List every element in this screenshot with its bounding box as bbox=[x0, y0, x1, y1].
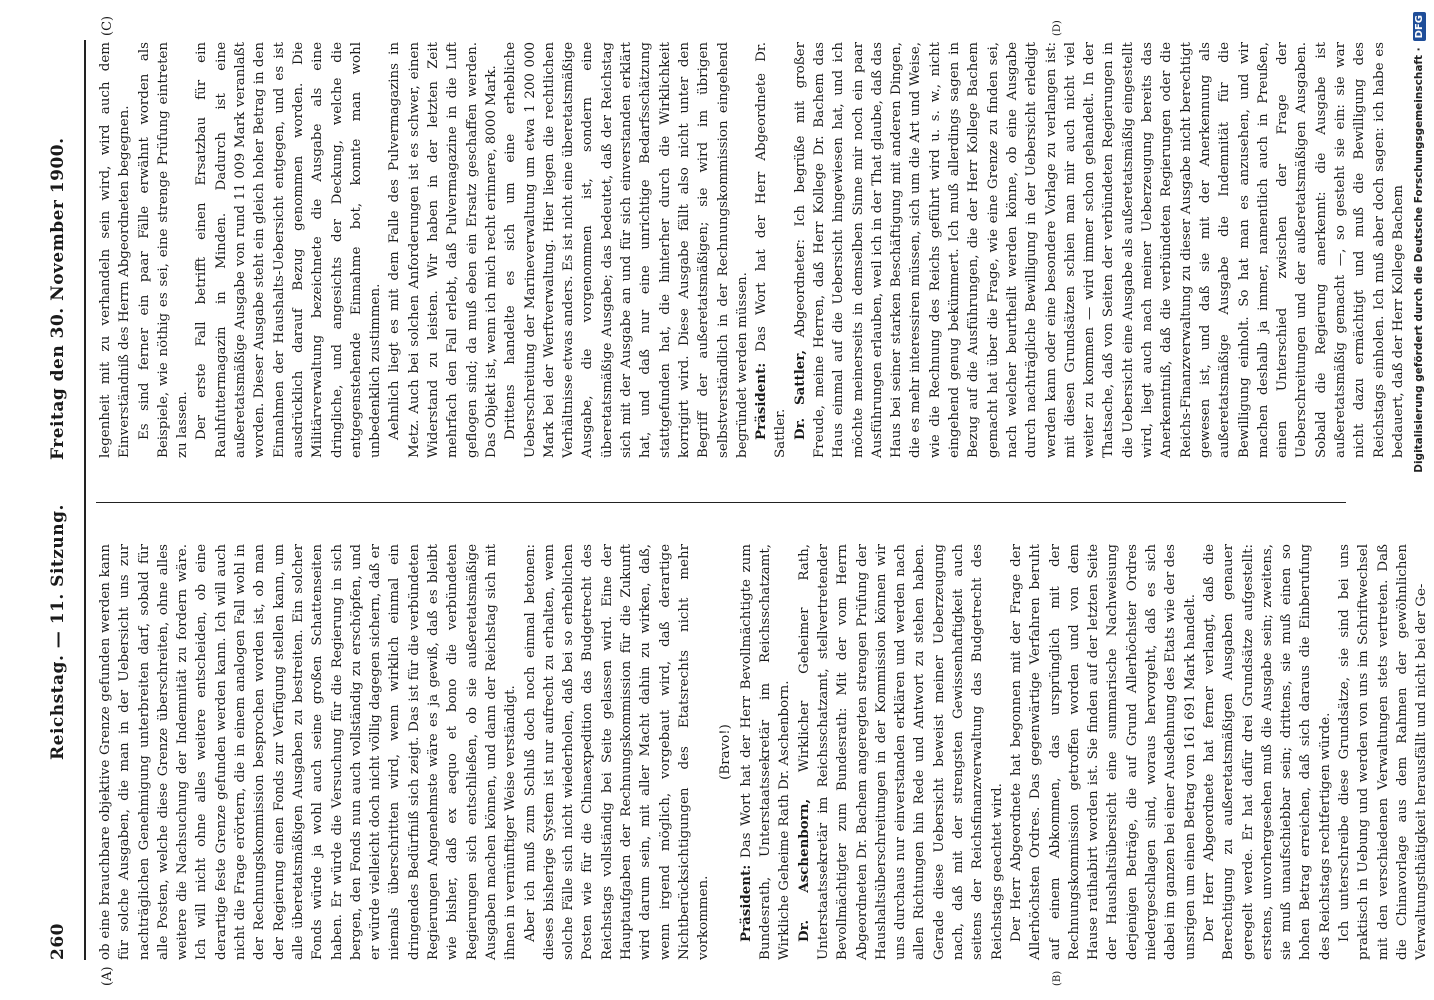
president-remark bbox=[737, 544, 795, 960]
applause-note: (Bravo!) bbox=[717, 724, 733, 780]
dfg-logo: DFG bbox=[1413, 12, 1426, 41]
margin-marker-a: (A) bbox=[100, 966, 115, 986]
running-head bbox=[48, 40, 76, 960]
speech bbox=[795, 544, 1007, 960]
paragraph: Der Herr Abgeordnete hat begonnen mit der Frage der Allerhöchsten Ordres. Das gegenwärtige Verfahren beruht auf einem Abkommen, das ursprünglich mit der Rechnungskommission getroffen worden und von dem Hause ratihabirt worden ist. Sie finden auf der letzten Seite der Haushaltsübersicht eine summarische Nachweisung derjenigen Beträge, die auf Grund Allerhöchster Ordres niedergeschlagen sind, woraus hervorgeht, daß es sich dabei im ganzen bei einer Ausdehnung des Etats wie der des unsrigen um einen Betrag von 161 691 Mark handelt. bbox=[1008, 544, 1198, 960]
digitization-credit bbox=[1406, 12, 1430, 988]
margin-marker-d: (D) bbox=[1052, 20, 1063, 36]
column-rule bbox=[96, 502, 1346, 503]
paragraph: Aber ich muß zum Schluß doch noch einmal betonen: dieses bisherige System ist nur aufrecht zu erhalten, wenn solche Fälle sich nicht wiederholen, daß bei so erheblichen Posten wie für die Chinaexpedition das Budgetrecht des Reichstags vollständig bei Seite gelassen wird. Eine der Hauptaufgaben der Rechnungskommission für die Zukunft wird darum sein, mit aller Macht dahin zu wirken, daß, wenn irgend möglich, vorgebaut wird, daß derartige Nichtberücksichtigungen des Etatsrechts nicht mehr vorkommen. bbox=[522, 544, 712, 960]
margin-marker-b: (B) bbox=[1052, 970, 1063, 986]
paragraph: Ich unterschreibe diese Grundsätze, sie sind bei uns praktisch in Uebung und werden von uns im Schriftwechsel mit den verschiedenen Verwaltungen stets vertreten. Daß die Chinavorlage aus dem Rahmen der gewöhnlichen Verwaltungsthätigkeit herausfällt und nicht bei der Ge- bbox=[1337, 544, 1430, 960]
speaker-name: Dr. Aschenborn, bbox=[795, 798, 812, 942]
paragraph: legenheit mit zu verhandeln sein wird, wird auch dem Einverständniß des Herrn Abgeordneten begegnen. bbox=[98, 42, 133, 458]
credit-line bbox=[1408, 12, 1430, 988]
left-column bbox=[96, 544, 1430, 960]
paragraph: Der erste Fall betrifft einen Ersatzbau für ein Rauhfuttermagazin in Minden. Dadurch ist eine außeretatsmäßige Ausgabe von rund 11 009 Mark veranlaßt worden. Dieser Ausgabe steht ein gleich hoher Betrag in den Einnahmen der Haushalts-Uebersicht entgegen, und es ist ausdrücklich darauf Bezug genommen worden. Die Militärverwaltung bezeichnete die Ausgabe als eine dringliche, und angesichts der Deckung, welche die entgegenstehende Einnahme bot, konnte man wohl unbedenklich zustimmen. bbox=[194, 42, 384, 458]
margin-marker-c: (C) bbox=[100, 15, 115, 36]
paragraph: ob eine brauchbare objektive Grenze gefunden werden kann für solche Ausgaben, die man in der Uebersicht uns zur nachträglichen Genehmigung unterbreiten darf, sobald für alle Posten, welche diese Grenze überschreiten, ohne alles weitere die Nachsuchung der Indemnität zu fordern wäre. Ich will nicht ohne alles weitere entscheiden, ob eine derartige feste Grenze gefunden werden kann. Ich will auch nicht die Frage erörtern, die in einem analogen Fall wohl in der Rechnungskommission besprochen worden ist, ob man der Regierung einen Fonds zur Verfügung stellen kann, um alle überetatsmäßigen Ausgaben zu bestreiten. Ein solcher Fonds würde ja wohl auch seine großen Schattenseiten haben. Er würde die Versuchung für die Regierung in sich bergen, den Fonds nun auch vollständig zu erschöpfen, und er würde vielleicht doch nicht völlig dagegen sichern, daß er niemals überschritten wird, wenn wirklich einmal ein dringendes Bedürfniß sich zeigt. Das ist für die verbündeten Regierungen Angenehmste wäre es ja gewiß, daß es bleibt wie bisher, daß ex aequo et bono die verbündeten Regierungen sich entschließen, ob sie außeretatsmäßige Ausgaben machen können, und dann der Reichstag sich mit ihnen in vernünftiger Weise verständigt. bbox=[98, 544, 519, 960]
speaker-label: Präsident: bbox=[737, 864, 754, 942]
paragraph: Drittens handelte es sich um eine erhebliche Ueberschreitung der Marineverwaltung um etwa 1 200 000 Mark bei der Werftverwaltung. Hier liegen die rechtlichen Verhältnisse etwas anders. Es ist nicht eine überetatsmäßige Ausgabe, die vorgenommen ist, sondern eine überetatsmäßige Ausgabe; das bedeutet, daß der Reichstag sich mit der Ausgabe an und für sich einverstanden erklärt hat, und daß nur eine unrichtige Bedarfsschätzung stattgefunden hat, die hinterher durch die Wirklichkeit korrigirt wird. Diese Ausgabe fällt also nicht unter den Begriff der außeretatsmäßigen; sie wird im übrigen selbstverständlich in der Rechnungskommission eingehend begründet werden müssen. bbox=[503, 42, 750, 458]
page-number: 260 bbox=[48, 923, 68, 960]
speaker-name: Dr. Sattler, bbox=[791, 349, 808, 440]
speaker-label: Präsident: bbox=[753, 362, 770, 440]
paragraph: Der Herr Abgeordnete hat ferner verlangt, daß die Berechtigung zu außeretatsmäßigen Ausgaben genauer geregelt werde. Er hat dafür drei Grundsätze aufgestellt: erstens, unvorhergesehen muß die Ausgabe sein; zweitens, sie muß unaufschiebbar sein; drittens, sie muß einen so hohen Betrag erreichen, daß sich daraus die Einberufung des Reichstags rechtfertigen würde. bbox=[1201, 544, 1333, 960]
president-remark bbox=[752, 42, 791, 458]
header-rule bbox=[84, 40, 86, 960]
credit-text: Digitalisierung gefördert durch die Deutsche Forschungsgemeinschaft · bbox=[1413, 47, 1425, 473]
session-title: Reichstag. — 11. Sitzung. bbox=[48, 504, 68, 760]
speech-text: Wirklicher Geheimer Rath, Unterstaatssekretär im Reichsschatzamt, stellvertretender Bevollmächtigter zum Bundesrath: Mit der vom Herrn Abgeordneten Dr. Bachem angeregten strengen Prüfung der Haushaltsüberschreitungen in der Kommission können wir uns durchaus nur einverstanden erklären und werden nach allen Richtungen hin Rede und Antwort zu stehen haben. Gerade diese Uebersicht beweist meiner Ueberzeugung nach, daß mit der strengsten Gewissenhaftigkeit auch seitens der Reichsfinanzverwaltung das Budgetrecht des Reichstags geachtet wird. bbox=[796, 544, 1005, 960]
remark-text: Das Wort hat der Herr Bevollmächtigte zum Bundesrath, Unterstaatssekretär im Reichsschatzamt, Wirkliche Geheime Rath Dr. Aschenborn. bbox=[738, 544, 793, 960]
session-date: Freitag den 30. November 1900. bbox=[48, 137, 68, 460]
right-column bbox=[96, 41, 1406, 458]
paragraph: Es sind ferner ein paar Fälle erwähnt worden als Beispiele, wie nöthig es sei, eine strenge Prüfung eintreten zu lassen. bbox=[136, 42, 191, 458]
remark-text: Das Wort hat der Herr Abgeordnete Dr. Sattler. bbox=[754, 41, 789, 458]
speech bbox=[791, 42, 1409, 458]
speech-text: Abgeordneter: Ich begrüße mit großer Freude, meine Herren, daß Herr Kollege Dr. Bachem das Haus einmal auf die Uebersicht hingewiesen hat, und ich möchte meinerseits in demselben Sinne mir noch ein paar Ausführungen erlauben, weil ich in der That glaube, daß das Haus bei seiner starken Beschäftigung mit anderen Dingen, die es mehr interessiren müssen, sich um die Art und Weise, wie die Rechnung des Reichs geführt wird u. s. w., nicht eingehend genug bekümmert. Ich muß allerdings sagen in Bezug auf die Ausführungen, die der Herr Kollege Bachem gemacht hat über die Frage, wie eine Grenze zu finden sei, nach welcher beurtheilt werden könne, ob eine Ausgabe durch nachträgliche Bewilligung in der Uebersicht erledigt werden kann oder eine besondere Vorlage zu verlangen ist: mit diesen Grundsätzen schien man mir auch nicht viel weiter zu kommen — wird immer schon gehandelt. In der Thatsache, daß von Seiten der verbündeten Regierungen in die Uebersicht eine Ausgabe als außeretatsmäßig eingestellt wird, liegt auch nach meiner Ueberzeugung bereits das Anerkenntniß, daß die verbündeten Regierungen oder die Reichs-Finanzverwaltung zu dieser Ausgabe nicht berechtigt gewesen ist, und daß sie mit der Anerkennung als außeretatsmäßige Ausgabe die Indemnität für die Bewilligung einholt. So hat man es anzusehen, und wir machen deshalb ja immer, namentlich auch in Preußen, einen Unterschied zwischen der Frage der Ueberschreitungen und der außeretatsmäßigen Ausgaben. Sobald die Regierung anerkennt: die Ausgabe ist außeretatsmäßig gemacht —, so gesteht sie ein: sie war nicht dazu ermächtigt und muß die Bewilligung des Reichstags einholen. Ich muß aber doch sagen: ich habe es bedauert, daß der Herr Kollege Bachem bbox=[792, 41, 1406, 458]
paragraph: Aehnlich liegt es mit dem Falle des Pulvermagazins in Metz. Auch bei solchen Anforderungen ist es schwer, einen Widerstand zu leisten. Wir haben in der letzten Zeit mehrfach den Fall erlebt, daß Pulvermagazine in die Luft geflogen sind; da muß eben ein Ersatz geschaffen werden. Das Objekt ist, wenn ich mich recht erinnere, 8000 Mark. bbox=[387, 42, 499, 458]
